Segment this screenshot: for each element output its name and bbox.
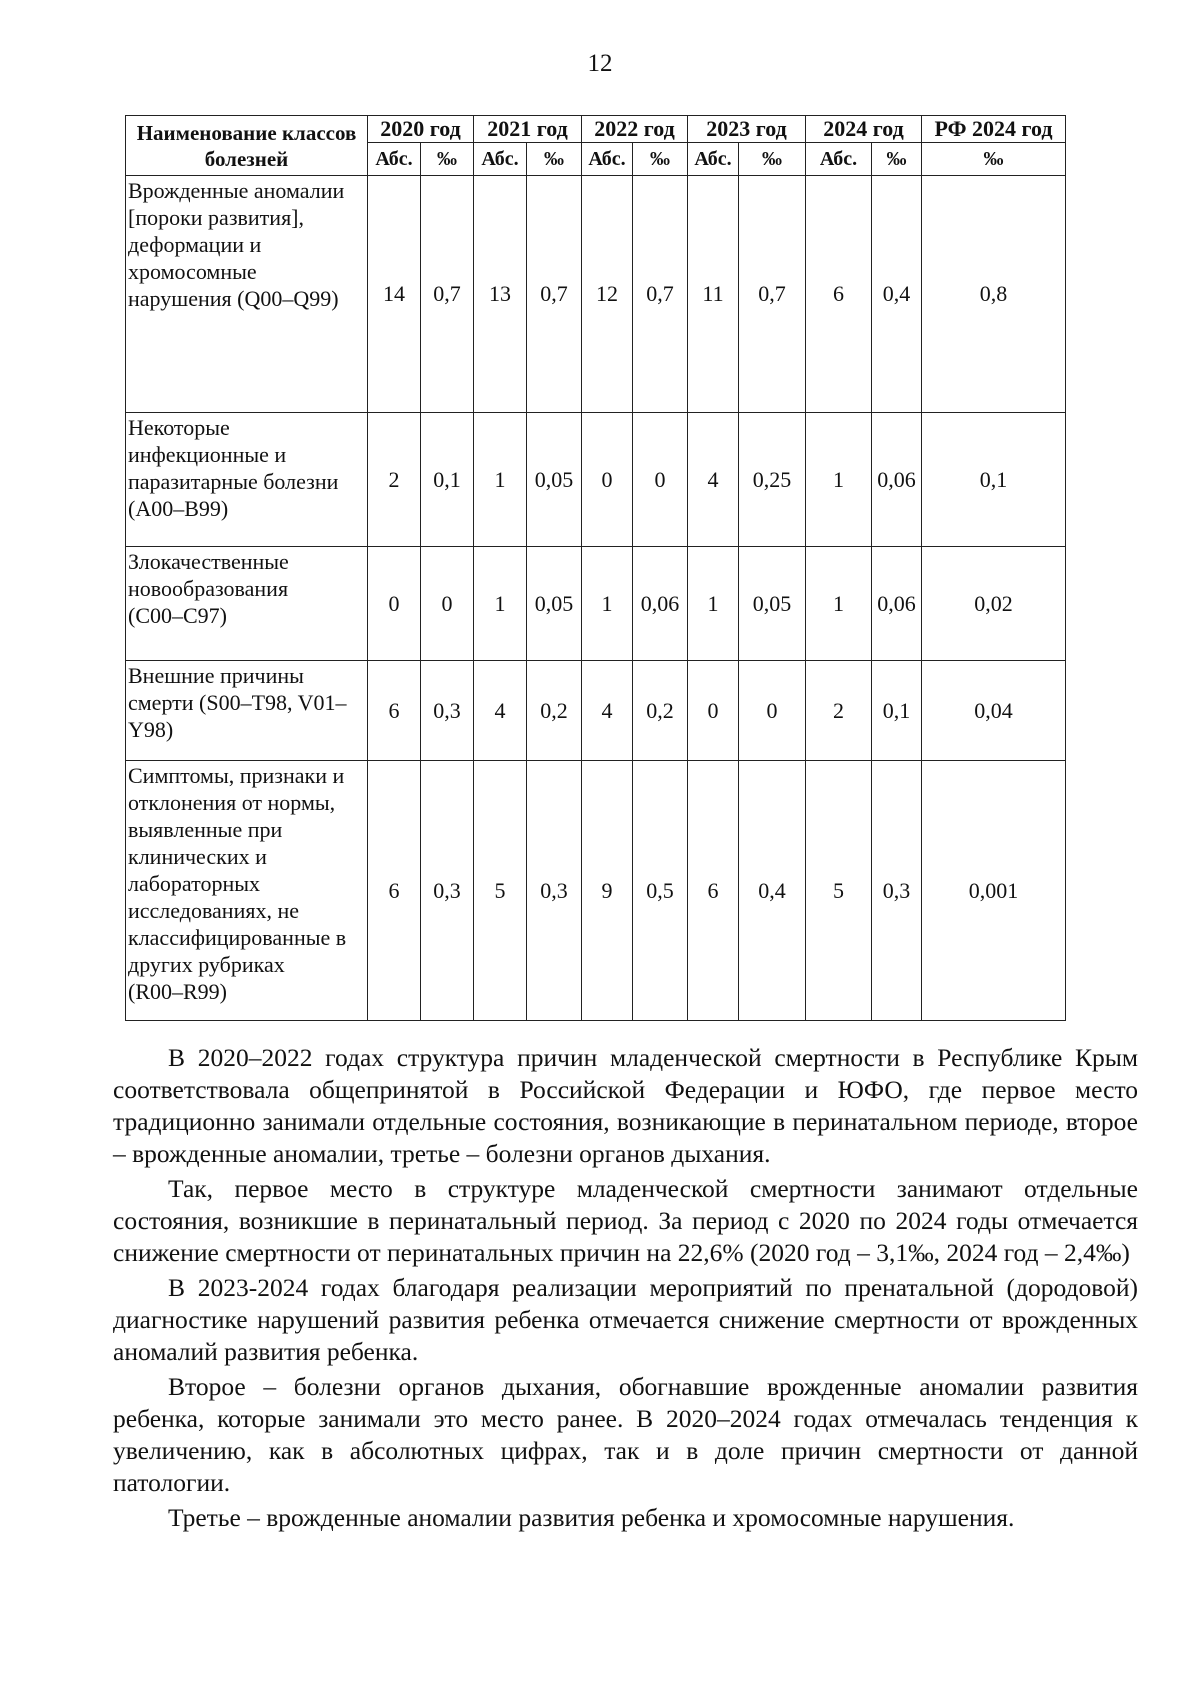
column-header-year: 2024 год (806, 116, 922, 143)
value-cell: 11 (688, 176, 739, 413)
value-cell: 0,25 (739, 413, 806, 547)
subheader-permille: ‰ (922, 143, 1066, 176)
column-header-year: 2020 год (368, 116, 474, 143)
value-cell: 1 (806, 413, 872, 547)
disease-class-cell: Внешние причины смерти (S00–T98, V01– Y98) (126, 661, 368, 761)
value-cell: 0,4 (872, 176, 922, 413)
mortality-table (125, 115, 1066, 1021)
subheader-permille: ‰ (633, 143, 688, 176)
value-cell: 0,3 (421, 761, 474, 1021)
disease-class-cell: Врожденные аномалии [пороки развития], деформации и хромосомные нарушения (Q00–Q99) (126, 176, 368, 413)
value-cell: 6 (688, 761, 739, 1021)
value-cell: 0,06 (872, 413, 922, 547)
subheader-permille: ‰ (739, 143, 806, 176)
value-cell: 0,06 (872, 547, 922, 661)
value-cell: 6 (368, 761, 421, 1021)
value-cell: 0,8 (922, 176, 1066, 413)
page-number: 12 (587, 50, 613, 77)
subheader-abs: Абс. (688, 143, 739, 176)
paragraph: Второе – болезни органов дыхания, обогнавшие врожденные аномалии развития ребенка, которые занимали это место ранее. В 2020–2024 годах отмечалась тенденция к увеличению, как в абсолютных цифрах, так и в доле причин смертности от данной патологии. (113, 1372, 1138, 1497)
value-cell: 0,1 (872, 661, 922, 761)
value-cell: 9 (582, 761, 633, 1021)
value-cell: 0,3 (872, 761, 922, 1021)
value-cell: 0,1 (421, 413, 474, 547)
value-cell: 0 (688, 661, 739, 761)
value-cell: 0,4 (739, 761, 806, 1021)
value-cell: 0,05 (527, 413, 582, 547)
value-cell: 13 (474, 176, 527, 413)
paragraph: В 2023-2024 годах благодаря реализации мероприятий по пренатальной (дородовой) диагностике нарушений развития ребенка отмечается снижение смертности от врожденных аномалий развития ребенка. (113, 1273, 1138, 1366)
column-header-rf: РФ 2024 год (922, 116, 1066, 143)
subheader-permille: ‰ (872, 143, 922, 176)
body-text (113, 1042, 1138, 1537)
value-cell: 2 (806, 661, 872, 761)
table-row (126, 761, 1066, 1021)
value-cell: 1 (688, 547, 739, 661)
value-cell: 14 (368, 176, 421, 413)
subheader-permille: ‰ (421, 143, 474, 176)
value-cell: 0 (739, 661, 806, 761)
column-header-year: 2022 год (582, 116, 688, 143)
disease-class-cell: Злокачественные новообразования (C00–C97) (126, 547, 368, 661)
table-row (126, 661, 1066, 761)
value-cell: 0,001 (922, 761, 1066, 1021)
value-cell: 0,05 (527, 547, 582, 661)
paragraph: В 2020–2022 годах структура причин младенческой смертности в Республике Крым соответствовала общепринятой в Российской Федерации и ЮФО, где первое место традиционно занимали отдельные состояния, возникающие в перинатальном периоде, второе – врожденные аномалии, третье – болезни органов дыхания. (113, 1043, 1138, 1168)
value-cell: 2 (368, 413, 421, 547)
subheader-abs: Абс. (582, 143, 633, 176)
value-cell: 0 (421, 547, 474, 661)
value-cell: 4 (474, 661, 527, 761)
value-cell: 0 (582, 413, 633, 547)
value-cell: 0,7 (421, 176, 474, 413)
value-cell: 1 (474, 547, 527, 661)
subheader-abs: Абс. (474, 143, 527, 176)
value-cell: 0,02 (922, 547, 1066, 661)
value-cell: 5 (474, 761, 527, 1021)
subheader-abs: Абс. (368, 143, 421, 176)
value-cell: 12 (582, 176, 633, 413)
paragraph: Третье – врожденные аномалии развития ребенка и хромосомные нарушения. (168, 1503, 1015, 1532)
value-cell: 5 (806, 761, 872, 1021)
disease-class-cell: Симптомы, признаки и отклонения от нормы, выявленные при клинических и лабораторных исследованиях, не классифицированные в других рубриках (R00–R99) (126, 761, 368, 1021)
column-header-year: 2021 год (474, 116, 582, 143)
value-cell: 1 (474, 413, 527, 547)
value-cell: 0 (368, 547, 421, 661)
disease-class-cell: Некоторые инфекционные и паразитарные болезни (A00–B99) (126, 413, 368, 547)
value-cell: 6 (806, 176, 872, 413)
value-cell: 1 (582, 547, 633, 661)
value-cell: 0,05 (739, 547, 806, 661)
value-cell: 0,5 (633, 761, 688, 1021)
table-row (126, 547, 1066, 661)
paragraph: Так, первое место в структуре младенческой смертности занимают отдельные состояния, возникшие в перинатальный период. За период с 2020 по 2024 годы отмечается снижение смертности от перинатальных причин на 22,6% (2020 год – 3,1‰, 2024 год – 2,4‰) (113, 1174, 1138, 1267)
table-header-row (126, 116, 1066, 143)
column-header-disease-class: Наименование классов болезней (126, 116, 368, 176)
value-cell: 0,7 (739, 176, 806, 413)
value-cell: 0,3 (421, 661, 474, 761)
subheader-permille: ‰ (527, 143, 582, 176)
value-cell: 0,3 (527, 761, 582, 1021)
value-cell: 0,06 (633, 547, 688, 661)
value-cell: 0,7 (527, 176, 582, 413)
value-cell: 4 (688, 413, 739, 547)
value-cell: 4 (582, 661, 633, 761)
table-row (126, 176, 1066, 413)
value-cell: 1 (806, 547, 872, 661)
value-cell: 6 (368, 661, 421, 761)
value-cell: 0,1 (922, 413, 1066, 547)
column-header-year: 2023 год (688, 116, 806, 143)
value-cell: 0,2 (633, 661, 688, 761)
value-cell: 0,7 (633, 176, 688, 413)
table-row (126, 413, 1066, 547)
subheader-abs: Абс. (806, 143, 872, 176)
value-cell: 0,04 (922, 661, 1066, 761)
value-cell: 0 (633, 413, 688, 547)
value-cell: 0,2 (527, 661, 582, 761)
